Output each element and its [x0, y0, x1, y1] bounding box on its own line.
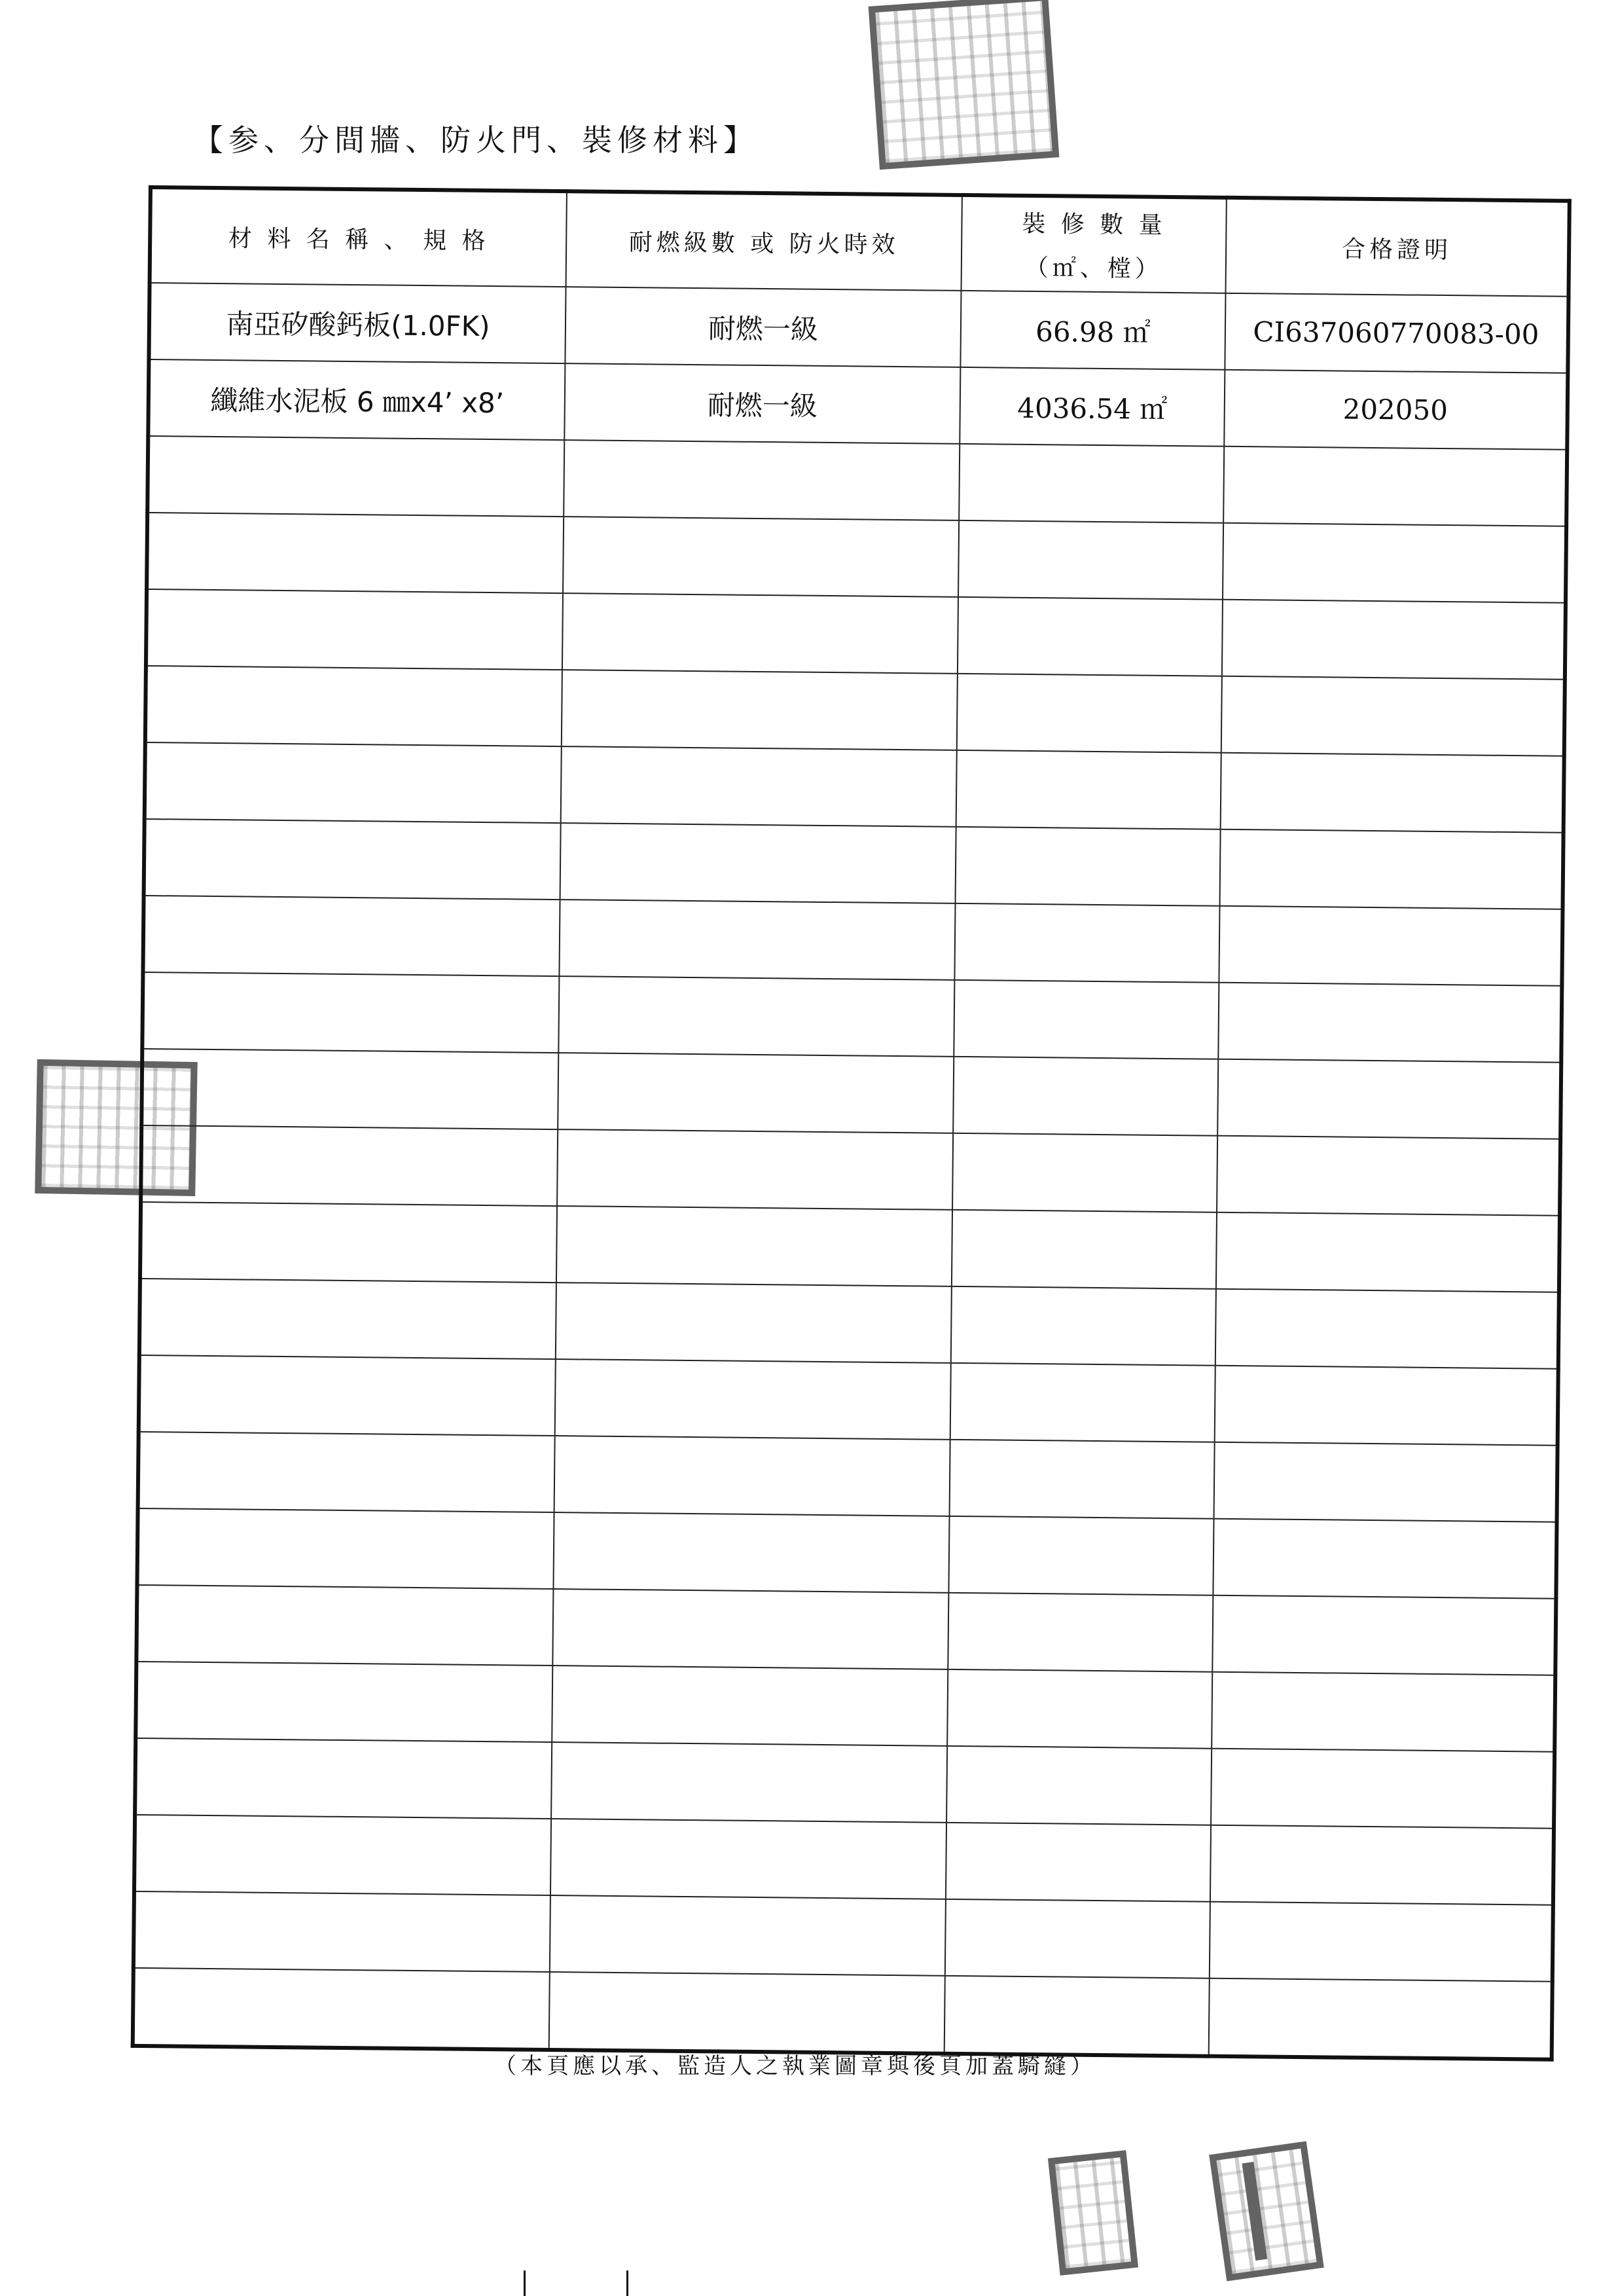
empty-cell	[1216, 1212, 1560, 1292]
empty-cell	[1221, 753, 1564, 833]
empty-cell	[944, 1976, 1210, 2056]
empty-cell	[562, 670, 958, 750]
empty-cell	[134, 1815, 551, 1895]
empty-cell	[957, 674, 1222, 753]
empty-cell	[948, 1516, 1214, 1595]
empty-cell	[953, 1057, 1218, 1136]
section-heading: 【参、分間牆、防火門、裝修材料】	[193, 122, 759, 158]
fire-rating-header: 耐燃級數 或 防火時效	[566, 191, 962, 291]
empty-table-row	[141, 1125, 1560, 1216]
empty-cell	[958, 597, 1223, 676]
empty-cell	[952, 1133, 1217, 1212]
empty-cell	[946, 1823, 1211, 1902]
empty-cell	[147, 436, 564, 517]
quantity-header	[962, 195, 1227, 293]
empty-cell	[145, 666, 562, 746]
empty-cell	[555, 1359, 951, 1440]
table-row	[149, 283, 1568, 373]
empty-cell	[141, 1049, 558, 1129]
empty-cell	[140, 1202, 557, 1283]
empty-cell	[1223, 523, 1566, 603]
empty-cell	[1212, 1672, 1555, 1752]
material-name-cell: 纖維水泥板 6 ㎜x4’ x8’	[148, 359, 565, 440]
empty-cell	[1209, 1978, 1553, 2060]
empty-cell	[553, 1512, 949, 1593]
empty-cell	[1219, 906, 1562, 986]
empty-cell	[1221, 676, 1565, 756]
quantity-cell: 66.98 ㎡	[960, 291, 1225, 370]
empty-table-row	[145, 742, 1564, 833]
fire-rating-cell: 耐燃一級	[564, 363, 960, 444]
certificate-cell: 202050	[1224, 370, 1568, 450]
empty-table-row	[139, 1355, 1558, 1446]
empty-table-row	[141, 1049, 1561, 1139]
empty-cell	[145, 742, 562, 823]
binding-mark	[524, 2270, 526, 2296]
empty-cell	[144, 819, 561, 900]
empty-cell	[1223, 446, 1567, 526]
empty-cell	[956, 750, 1221, 829]
empty-cell	[139, 1355, 556, 1436]
empty-cell	[945, 1899, 1210, 1978]
empty-cell	[1211, 1749, 1555, 1829]
empty-cell	[137, 1508, 554, 1589]
empty-table-row	[147, 436, 1567, 526]
empty-cell	[561, 746, 957, 827]
footer-note: （本頁應以承、監造人之執業圖章與後頁加蓋騎縫）	[494, 2053, 1096, 2079]
empty-cell	[951, 1286, 1216, 1366]
empty-cell	[134, 1891, 550, 1972]
empty-cell	[563, 517, 959, 597]
empty-table-row	[138, 1432, 1558, 1522]
materials-table	[131, 185, 1572, 2062]
empty-cell	[1217, 1059, 1561, 1139]
certificate-cell: CI637060770083-00	[1225, 293, 1568, 373]
empty-cell	[558, 976, 954, 1057]
empty-cell	[142, 972, 559, 1053]
empty-table-row	[146, 589, 1566, 680]
empty-cell	[136, 1585, 553, 1666]
empty-cell	[552, 1666, 948, 1746]
empty-cell	[954, 903, 1219, 983]
empty-cell	[948, 1593, 1213, 1672]
empty-cell	[146, 589, 563, 670]
empty-cell	[1220, 829, 1564, 909]
empty-table-row	[133, 1968, 1553, 2060]
empty-cell	[135, 1738, 552, 1819]
quantity-cell: 4036.54 ㎡	[960, 367, 1225, 446]
empty-cell	[558, 1053, 954, 1133]
empty-cell	[556, 1206, 952, 1286]
empty-table-row	[140, 1202, 1560, 1292]
empty-cell	[138, 1432, 555, 1512]
empty-cell	[1218, 983, 1562, 1063]
empty-table-row	[142, 972, 1562, 1063]
empty-cell	[1215, 1366, 1558, 1446]
empty-table-row	[147, 513, 1566, 603]
material-name-header: 材 料 名 稱 、 規 格	[150, 187, 567, 287]
binding-mark	[626, 2270, 628, 2296]
empty-cell	[1222, 600, 1566, 680]
empty-table-row	[136, 1585, 1556, 1675]
empty-table-row	[145, 666, 1565, 756]
empty-cell	[952, 1210, 1217, 1289]
empty-cell	[950, 1440, 1215, 1519]
empty-cell	[559, 900, 955, 980]
empty-table-row	[137, 1508, 1556, 1599]
empty-cell	[560, 823, 956, 903]
empty-cell	[133, 1968, 550, 2050]
empty-cell	[141, 1125, 558, 1206]
empty-table-row	[135, 1662, 1555, 1752]
empty-cell	[550, 1819, 946, 1899]
empty-cell	[947, 1669, 1212, 1749]
empty-cell	[562, 593, 958, 674]
empty-cell	[1214, 1442, 1558, 1522]
material-name-cell: 南亞矽酸鈣板(1.0FK)	[149, 283, 566, 363]
materials-table-body	[133, 283, 1569, 2060]
empty-table-row	[134, 1891, 1553, 1982]
empty-cell	[1217, 1136, 1560, 1216]
official-seal-stamp	[1048, 2150, 1138, 2276]
table-header-row	[150, 187, 1570, 297]
official-seal-stamp	[869, 0, 1060, 170]
empty-cell	[564, 440, 960, 520]
quantity-unit-label: （㎡、樘）	[1024, 254, 1163, 283]
license-number-stamp	[1209, 2141, 1324, 2282]
fire-rating-cell: 耐燃一級	[565, 287, 961, 367]
quantity-header-label: 裝 修 數 量	[1022, 210, 1166, 239]
empty-cell	[147, 513, 564, 593]
empty-cell	[551, 1742, 947, 1823]
empty-cell	[549, 1972, 945, 2054]
empty-cell	[556, 1283, 952, 1363]
empty-cell	[946, 1746, 1212, 1825]
empty-cell	[139, 1279, 556, 1359]
empty-cell	[557, 1129, 953, 1210]
empty-cell	[956, 827, 1221, 906]
empty-table-row	[134, 1815, 1554, 1905]
table-row	[148, 359, 1568, 450]
empty-cell	[550, 1895, 946, 1976]
certificate-header: 合格證明	[1225, 198, 1569, 297]
empty-cell	[135, 1662, 552, 1742]
empty-cell	[959, 444, 1224, 523]
empty-cell	[143, 896, 560, 976]
empty-cell	[954, 980, 1219, 1059]
empty-cell	[958, 520, 1223, 600]
empty-table-row	[144, 819, 1564, 909]
empty-cell	[1215, 1289, 1559, 1369]
empty-cell	[1210, 1902, 1553, 1982]
empty-table-row	[143, 896, 1562, 986]
empty-table-row	[139, 1279, 1559, 1369]
empty-cell	[950, 1363, 1215, 1442]
empty-table-row	[135, 1738, 1555, 1829]
empty-cell	[552, 1589, 948, 1669]
empty-cell	[1210, 1825, 1554, 1905]
empty-cell	[1212, 1595, 1556, 1675]
empty-cell	[554, 1436, 950, 1516]
empty-cell	[1213, 1519, 1556, 1599]
